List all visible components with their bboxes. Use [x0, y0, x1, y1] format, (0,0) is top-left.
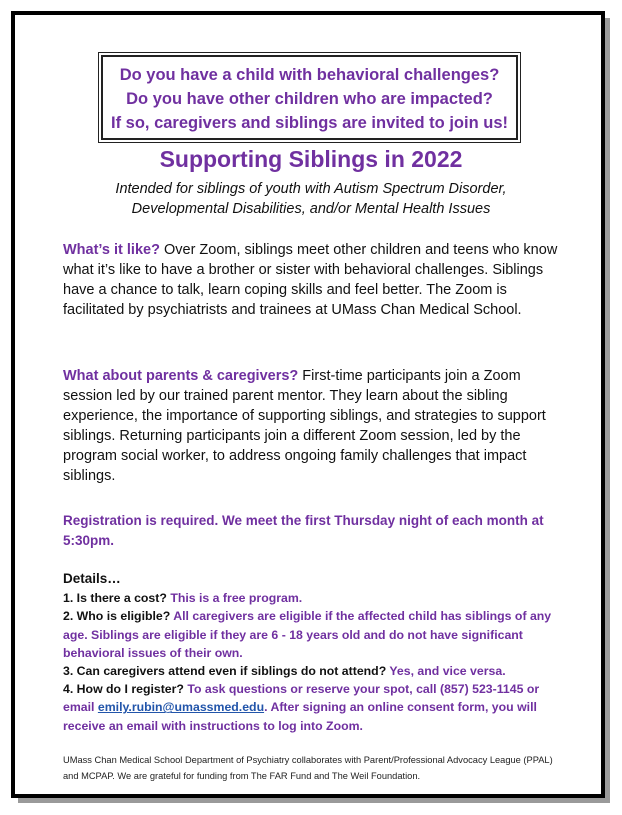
details-item-cost — [63, 589, 558, 607]
whats-it-like-text: Over Zoom, siblings meet other children and teens who know what it’s like to have a brother or sister with behavioral challenges. Siblings have a chance to talk, learn coping skills and feel better. The Zoom is facilitated by psychiatrists and trainees at UMass Chan Medical School. — [63, 242, 558, 318]
details-item-caregivers — [63, 662, 558, 680]
question-line-1: Do you have a child with behavioral challenges? — [119, 66, 500, 84]
details-section — [63, 570, 558, 735]
parents-paragraph — [63, 366, 563, 486]
details-question: 2. Who is eligible? — [63, 609, 171, 624]
email-link[interactable]: emily.rubin@umassmed.edu — [97, 700, 265, 715]
details-answer-continued: . After signing an online consent form, you will receive an email with instructions to log into Zoom. — [63, 700, 537, 733]
page-shadow-right — [605, 18, 610, 802]
footer-note: UMass Chan Medical School Department of Psychiatry collaborates with Parent/Professional Advocacy League (PPAL) and MCPAP. We are grateful for funding from The FAR Fund and The Weil Foundation. — [63, 755, 553, 781]
page-shadow-bottom — [18, 798, 610, 803]
details-answer: All caregivers are eligible if the affected child has siblings of any age. Siblings are eligible if they are 6 - 18 years old and do not have significant behavioral issues of their own. — [63, 609, 552, 660]
parents-heading: What about parents & caregivers? — [63, 368, 299, 384]
details-answer: To ask questions or reserve your spot, call (857) 523-1145 or email — [63, 682, 540, 715]
whats-it-like-heading: What’s it like? — [63, 242, 160, 258]
details-answer: This is a free program. — [170, 591, 303, 606]
details-question: 4. How do I register? — [63, 682, 184, 697]
details-heading: Details… — [63, 571, 121, 586]
parents-text: First-time participants join a Zoom session led by our trained parent mentor. They learn about the sibling experience, the importance of supporting siblings, and strategies to support siblings. Returning participants join a different Zoom session, led by the program social worker, to address ongoing family challenges that impact siblings. — [63, 368, 546, 484]
details-item-eligible — [63, 607, 558, 662]
whats-it-like-paragraph — [63, 240, 563, 320]
question-box — [101, 55, 518, 140]
details-question: 3. Can caregivers attend even if siblings do not attend? — [63, 664, 387, 679]
page-title: Supporting Siblings in 2022 — [159, 146, 463, 172]
subtitle — [0, 179, 622, 219]
question-line-2: Do you have other children who are impacted? — [126, 90, 493, 108]
details-answer: Yes, and vice versa. — [386, 664, 506, 679]
details-question: 1. Is there a cost? — [63, 591, 171, 606]
subtitle-line-2: Developmental Disabilities, and/or Mental Health Issues — [131, 201, 491, 217]
question-line-3: If so, caregivers and siblings are invited to join us! — [110, 114, 508, 132]
subtitle-line-1: Intended for siblings of youth with Autism Spectrum Disorder, — [115, 181, 507, 197]
registration-note: Registration is required. We meet the first Thursday night of each month at 5:30pm. — [63, 513, 544, 548]
details-item-register — [63, 680, 558, 735]
